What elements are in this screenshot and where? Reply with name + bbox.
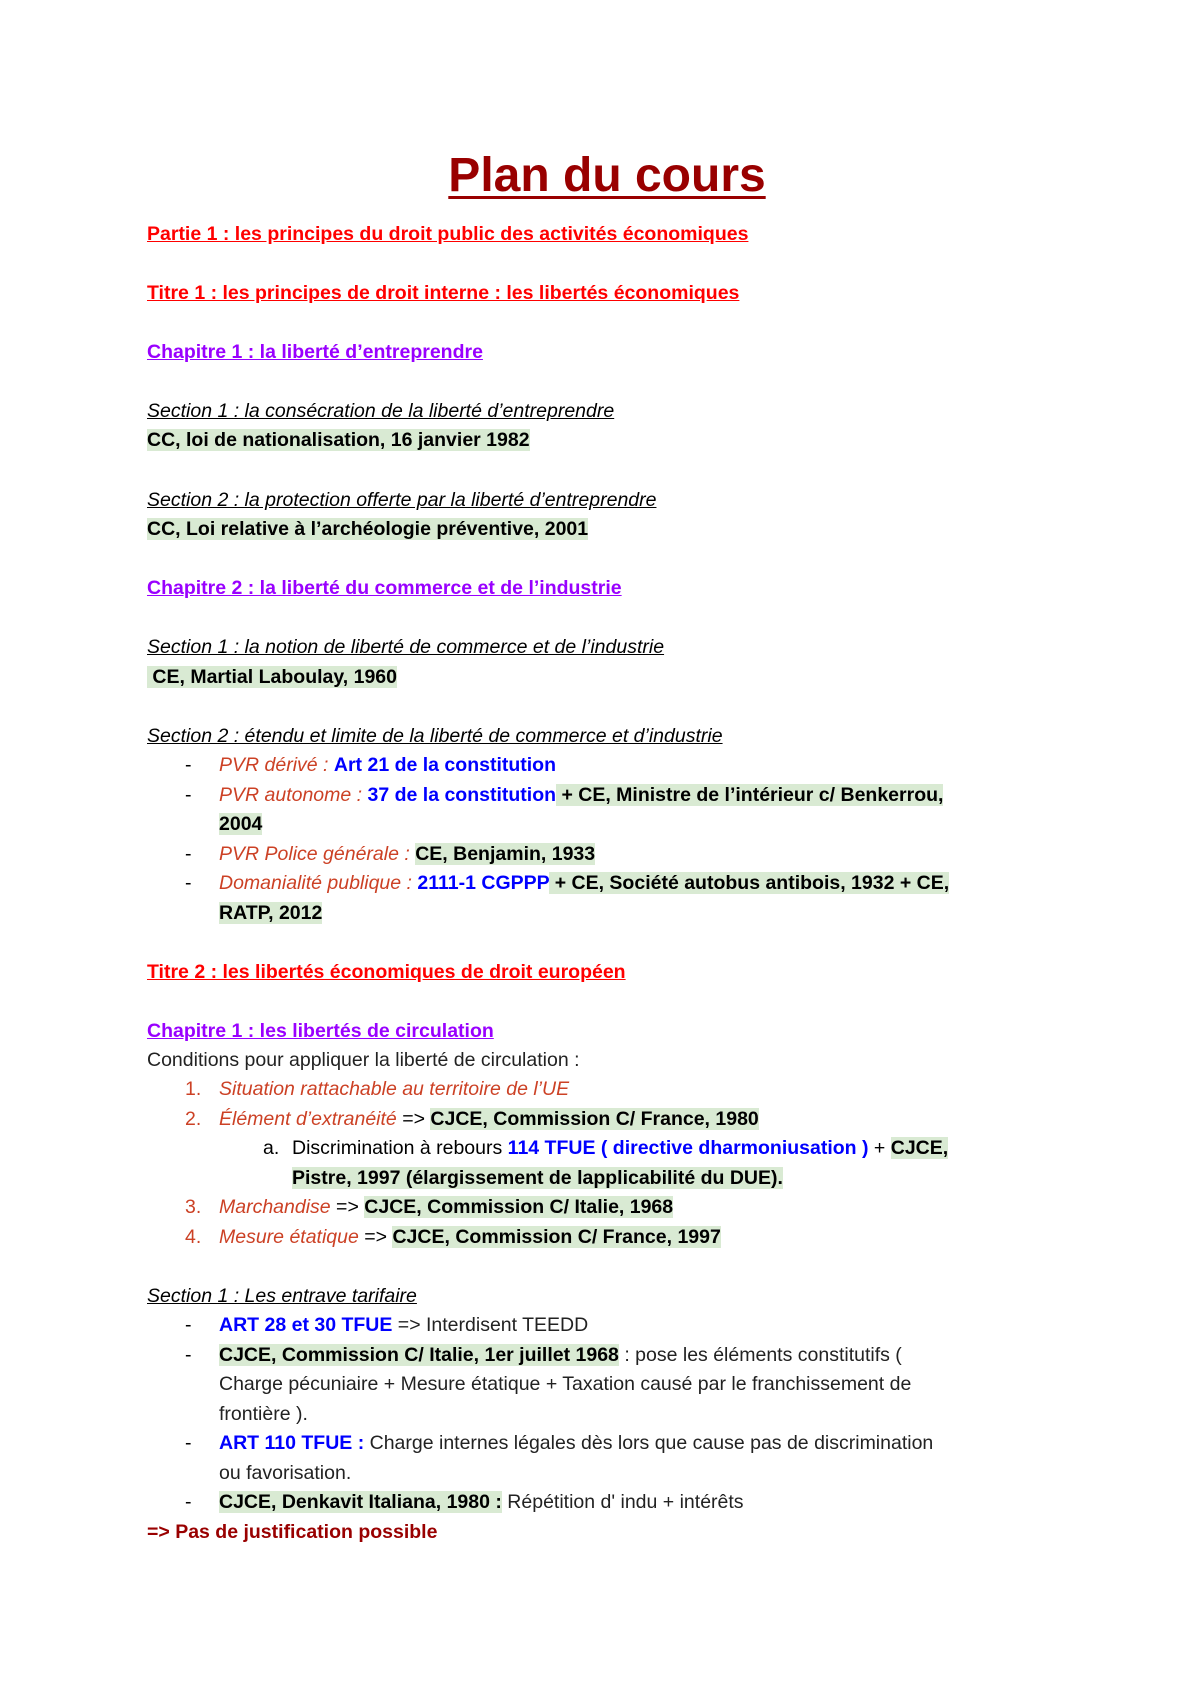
list-item: 3. Marchandise => CJCE, Commission C/ Italie, 1968 [185, 1196, 674, 1218]
titre-2-heading: Titre 2 : les libertés économiques de droit européen [147, 961, 626, 983]
item-label: PVR autonome : [219, 783, 368, 806]
item-reference: 2111-1 CGPPP [417, 872, 550, 894]
titre-1-heading: Titre 1 : les principes de droit interne : les libertés économiques [147, 282, 740, 304]
ch2-section-2-heading: Section 2 : étendu et limite de la liberté de commerce et d’industrie [147, 725, 723, 747]
ch1-section-2-case [147, 516, 588, 542]
condition-case: CJCE, Commission C/ France, 1980 [430, 1107, 759, 1130]
condition-label: Élément d’extranéité [219, 1107, 397, 1130]
list-item: - CJCE, Commission C/ Italie, 1er juillet 1968 : pose les éléments constitutifs ( Charge pécuniaire + Mesure étatique + Taxation causé par le franchissement de frontière ). [185, 1343, 912, 1425]
item-label: Domanialité publique : [219, 872, 418, 894]
item-label: PVR Police générale : [219, 842, 416, 865]
ch2-section-1-case [147, 664, 397, 690]
item-case: + CE, Ministre de l’intérieur c/ Benkerrou, [556, 783, 944, 806]
list-item: - PVR dérivé : Art 21 de la constitution [185, 754, 556, 776]
list-item: 1. Situation rattachable au territoire de l’UE [185, 1078, 570, 1100]
t2-section-1-heading: Section 1 : Les entrave tarifaire [147, 1285, 417, 1307]
item-case: CJCE, Denkavit Italiana, 1980 : [219, 1491, 502, 1513]
list-item: 4. Mesure étatique => CJCE, Commission C/ France, 1997 [185, 1225, 721, 1248]
item-case: + CE, Société autobus antibois, 1932 + CE, [549, 872, 950, 894]
condition-label: Marchandise [219, 1196, 331, 1218]
list-item: - Domanialité publique : 2111-1 CGPPP + CE, Société autobus antibois, 1932 + CE, RATP, 2012 [185, 872, 950, 924]
sub-reference: 114 TFUE ( directive dharmoniusation ) [507, 1137, 869, 1159]
item-reference: ART 110 TFUE : [219, 1432, 365, 1454]
chapitre-1-heading: Chapitre 1 : la liberté d’entreprendre [147, 341, 483, 363]
case-highlight: CC, Loi relative à l’archéologie préventive, 2001 [147, 518, 589, 540]
item-case: CJCE, Commission C/ Italie, 1er juillet 1968 [219, 1343, 619, 1366]
chapitre-2-heading: Chapitre 2 : la liberté du commerce et de l’industrie [147, 577, 622, 599]
ch2-section-2-list [147, 751, 1067, 928]
list-item: - PVR autonome : 37 de la constitution + CE, Ministre de l’intérieur c/ Benkerrou, 2004 [185, 783, 944, 835]
item-reference: Art 21 de la constitution [333, 754, 556, 776]
conclusion-line: => Pas de justification possible [147, 1521, 438, 1543]
partie-heading: Partie 1 : les principes du droit public des activités économiques [147, 223, 749, 245]
condition-case: CJCE, Commission C/ Italie, 1968 [364, 1196, 674, 1218]
item-case: CE, Benjamin, 1933 [415, 842, 596, 865]
page-title: Plan du cours [448, 149, 766, 202]
conditions-list [147, 1075, 1067, 1252]
item-case-continued: RATP, 2012 [219, 901, 323, 924]
list-item: - ART 110 TFUE : Charge internes légales dès lors que cause pas de discrimination ou favorisation. [185, 1432, 934, 1484]
case-highlight: CE, Martial Laboulay, 1960 [147, 666, 397, 688]
ch1-section-1-case [147, 427, 530, 453]
condition-label: Mesure étatique [219, 1225, 359, 1248]
sub-case: CJCE, [890, 1137, 949, 1159]
conditions-intro: Conditions pour appliquer la liberté de circulation : [147, 1049, 580, 1071]
list-item: - ART 28 et 30 TFUE => Interdisent TEEDD [185, 1314, 589, 1336]
ch1-section-2-heading: Section 2 : la protection offerte par la liberté d’entreprendre [147, 489, 657, 511]
list-item: - PVR Police générale : CE, Benjamin, 1933 [185, 842, 596, 865]
ch1-section-1-heading: Section 1 : la consécration de la liberté d’entreprendre [147, 400, 615, 422]
sub-case-continued: Pistre, 1997 (élargissement de lapplicabilité du DUE). [292, 1166, 783, 1189]
condition-case: CJCE, Commission C/ France, 1997 [392, 1225, 721, 1248]
item-reference: ART 28 et 30 TFUE [219, 1314, 393, 1336]
item-label: PVR dérivé : [219, 754, 334, 776]
sub-list-item: a. Discrimination à rebours 114 TFUE ( directive dharmoniusation ) + CJCE, Pistre, 1997 (élargissement de lapplicabilité du DUE). [263, 1137, 949, 1189]
item-case-continued: 2004 [219, 813, 263, 835]
list-item: - CJCE, Denkavit Italiana, 1980 : Répétition d' indu + intérêts [185, 1491, 744, 1513]
t2-chapitre-1-heading: Chapitre 1 : les libertés de circulation [147, 1020, 494, 1042]
condition-label: Situation rattachable au territoire de l’UE [219, 1078, 570, 1100]
t2-section-1-list [147, 1311, 1067, 1518]
list-item: 2. Élément d’extranéité => CJCE, Commission C/ France, 1980 [185, 1107, 759, 1130]
ch2-section-1-heading: Section 1 : la notion de liberté de commerce et de l’industrie [147, 636, 665, 658]
item-reference: 37 de la constitution [367, 783, 557, 806]
case-highlight: CC, loi de nationalisation, 16 janvier 1982 [147, 429, 530, 451]
